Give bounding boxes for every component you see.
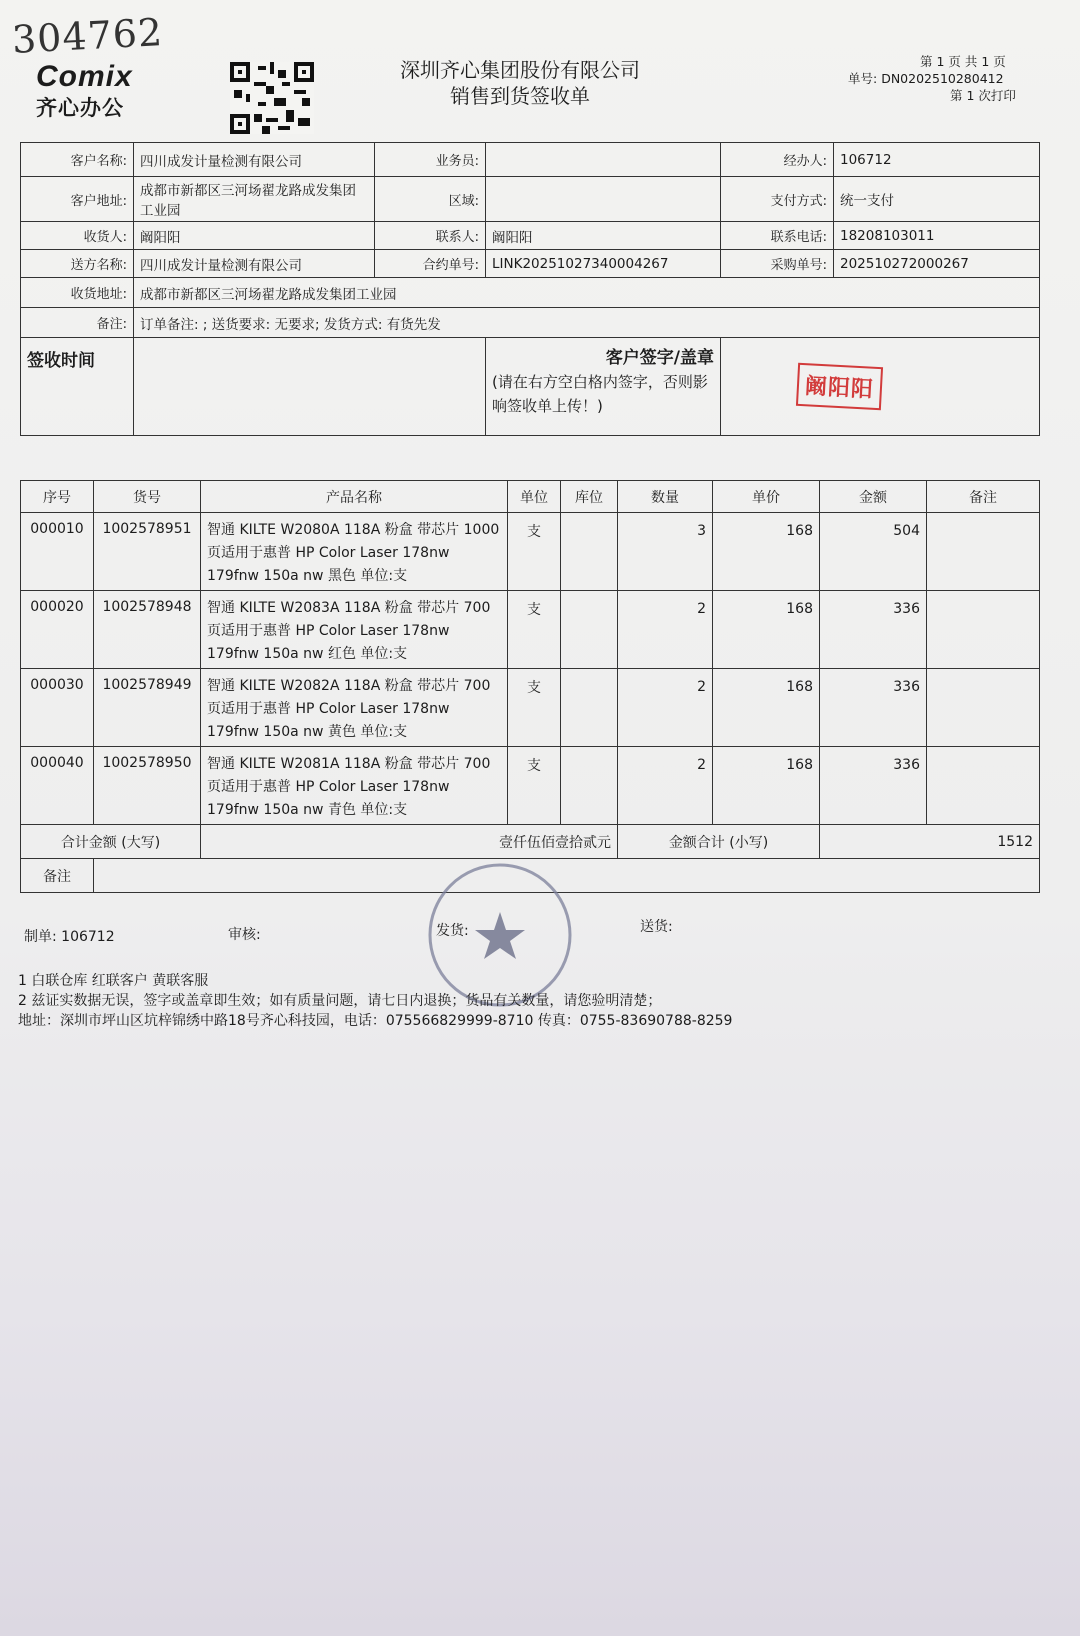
row-seq: 000020 [21, 591, 94, 669]
customer-address: 成都市新都区三河场翟龙路成发集团工业园 [134, 177, 375, 222]
row-qty: 3 [618, 513, 713, 591]
row-location [561, 591, 618, 669]
order-remark: 订单备注: ; 送货要求: 无要求; 发货方式: 有货先发 [134, 308, 1040, 338]
sign-time-label: 签收时间 [21, 338, 134, 436]
row-qty: 2 [618, 591, 713, 669]
comix-logo-text: Comix [36, 60, 133, 93]
row-location [561, 747, 618, 825]
row-note [927, 747, 1040, 825]
sign-title: 客户签字/盖章 [605, 348, 714, 368]
row-product: 智通 KILTE W2083A 118A 粉盒 带芯片 700页适用于惠普 HP Color Laser 178nw 179fnw 150a nw 红色 单位:支 [201, 591, 508, 669]
maker: 制单: 106712 [24, 929, 115, 945]
row-unit: 支 [508, 513, 561, 591]
row-qty: 2 [618, 747, 713, 825]
table-row [21, 513, 1040, 591]
row-product: 智通 KILTE W2082A 118A 粉盒 带芯片 700页适用于惠普 HP Color Laser 178nw 179fnw 150a nw 黄色 单位:支 [201, 669, 508, 747]
salesman-label: 业务员: [375, 143, 486, 177]
comix-logo-cn: 齐心办公 [36, 96, 124, 120]
receiver-label: 收货人: [21, 222, 134, 250]
col-seq: 序号 [21, 481, 94, 513]
print-count: 第 1 次打印 [950, 88, 1016, 103]
row-seq: 000010 [21, 513, 94, 591]
col-amount: 金额 [820, 481, 927, 513]
row-qty: 2 [618, 669, 713, 747]
row-sku: 1002578950 [94, 747, 201, 825]
contact: 阚阳阳 [486, 222, 721, 250]
row-amount: 336 [820, 591, 927, 669]
col-product: 产品名称 [201, 481, 508, 513]
row-price: 168 [713, 669, 820, 747]
company-seal [425, 860, 575, 1010]
row-amount: 336 [820, 747, 927, 825]
total-lower-label: 金额合计 (小写) [618, 825, 820, 859]
handler: 106712 [834, 143, 1040, 177]
handler-label: 经办人: [721, 143, 834, 177]
items-table [20, 480, 1040, 893]
footer-line-2: 2 兹证实数据无误，签字或盖章即生效；如有质量问题，请七日内退换；货品有关数量，请您验明清楚； [18, 993, 662, 1009]
row-product: 智通 KILTE W2081A 118A 粉盒 带芯片 700页适用于惠普 HP Color Laser 178nw 179fnw 150a nw 青色 单位:支 [201, 747, 508, 825]
total-upper: 壹仟伍佰壹拾贰元 [201, 825, 618, 859]
row-location [561, 669, 618, 747]
salesman [486, 143, 721, 177]
col-note: 备注 [927, 481, 1040, 513]
page-info: 第 1 页 共 1 页 [920, 54, 1006, 69]
contact-label: 联系人: [375, 222, 486, 250]
table-row [21, 747, 1040, 825]
col-unit: 单位 [508, 481, 561, 513]
delivery-address-label: 收货地址: [21, 278, 134, 308]
row-note [927, 591, 1040, 669]
row-seq: 000030 [21, 669, 94, 747]
purchase-label: 采购单号: [721, 250, 834, 278]
payment-label: 支付方式: [721, 177, 834, 222]
row-amount: 336 [820, 669, 927, 747]
table-row [21, 669, 1040, 747]
seal-star-icon [475, 912, 525, 959]
signature-stamp: 阚阳阳 [796, 363, 883, 410]
shipper-label: 发货: [436, 923, 469, 939]
order-number: 单号: DN0202510280412 [848, 71, 1004, 86]
company-title: 深圳齐心集团股份有限公司 [400, 58, 640, 82]
row-sku: 1002578948 [94, 591, 201, 669]
row-price: 168 [713, 513, 820, 591]
col-qty: 数量 [618, 481, 713, 513]
sign-time-box[interactable] [134, 338, 486, 436]
row-price: 168 [713, 747, 820, 825]
col-sku: 货号 [94, 481, 201, 513]
sign-note: (请在右方空白格内签字，否则影响签收单上传！) [492, 373, 708, 415]
row-note [927, 513, 1040, 591]
remark-label: 备注: [21, 308, 134, 338]
col-location: 库位 [561, 481, 618, 513]
row-amount: 504 [820, 513, 927, 591]
phone-label: 联系电话: [721, 222, 834, 250]
row-unit: 支 [508, 591, 561, 669]
customer-name-label: 客户名称: [21, 143, 134, 177]
region-label: 区域: [375, 177, 486, 222]
payment: 统一支付 [834, 177, 1040, 222]
region [486, 177, 721, 222]
customer-info-table [20, 142, 1040, 436]
row-unit: 支 [508, 669, 561, 747]
items-remark-label: 备注 [21, 859, 94, 893]
col-price: 单价 [713, 481, 820, 513]
phone: 18208103011 [834, 222, 1040, 250]
receiver: 阚阳阳 [134, 222, 375, 250]
ship-name-label: 送方名称: [21, 250, 134, 278]
footer-line-3: 地址：深圳市坪山区坑梓锦绣中路18号齐心科技园，电话：075566829999-8710 传真：0755-83690788-8259 [18, 1013, 733, 1029]
table-row [21, 591, 1040, 669]
document-title: 销售到货签收单 [450, 84, 590, 108]
qr-code-icon [230, 62, 314, 134]
customer-address-label: 客户地址: [21, 177, 134, 222]
review-label: 审核: [228, 927, 261, 943]
handwritten-number: 304762 [10, 10, 165, 62]
ship-name: 四川成发计量检测有限公司 [134, 250, 375, 278]
total-upper-label: 合计金额 (大写) [21, 825, 201, 859]
total-lower: 1512 [820, 825, 1040, 859]
sender-label: 送货: [640, 919, 673, 935]
footer-line-1: 1 白联仓库 红联客户 黄联客服 [18, 973, 209, 989]
row-sku: 1002578949 [94, 669, 201, 747]
row-price: 168 [713, 591, 820, 669]
delivery-address: 成都市新都区三河场翟龙路成发集团工业园 [134, 278, 1040, 308]
row-location [561, 513, 618, 591]
purchase-number: 202510272000267 [834, 250, 1040, 278]
row-product: 智通 KILTE W2080A 118A 粉盒 带芯片 1000页适用于惠普 HP Color Laser 178nw 179fnw 150a nw 黑色 单位:支 [201, 513, 508, 591]
signature-box[interactable] [721, 338, 1040, 436]
row-seq: 000040 [21, 747, 94, 825]
customer-name: 四川成发计量检测有限公司 [134, 143, 375, 177]
row-unit: 支 [508, 747, 561, 825]
row-sku: 1002578951 [94, 513, 201, 591]
contract-number: LINK20251027340004267 [486, 250, 721, 278]
contract-label: 合约单号: [375, 250, 486, 278]
row-note [927, 669, 1040, 747]
